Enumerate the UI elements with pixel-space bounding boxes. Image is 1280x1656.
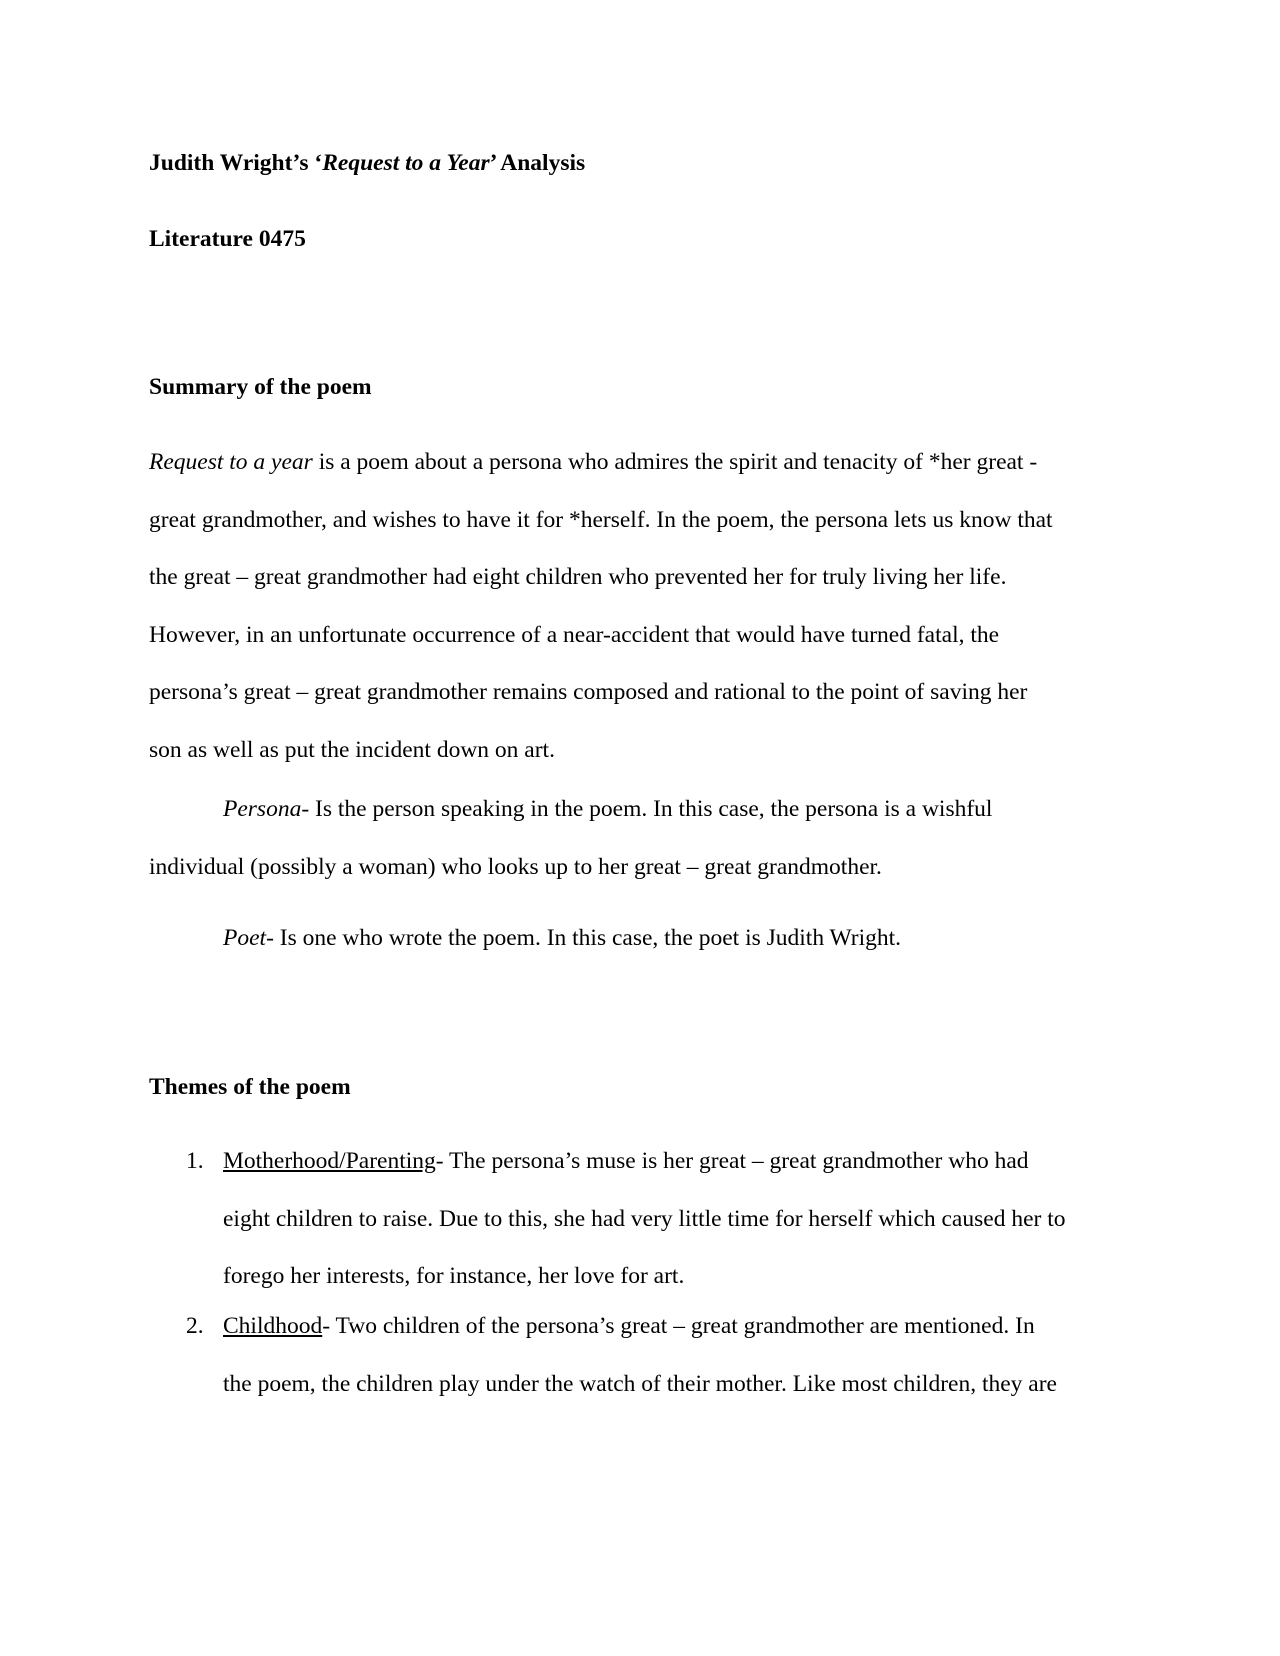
paragraph-line [223, 1133, 1139, 1191]
document-title [149, 135, 1139, 193]
paragraph-line: son as well as put the incident down on art. [149, 736, 555, 763]
paragraph-line: forego her interests, for instance, her love for art. [223, 1263, 685, 1289]
paragraph-line: the great – great grandmother had eight children who prevented her for truly living her life. [149, 564, 1007, 590]
list-item-body [223, 1133, 1139, 1306]
theme-term: Motherhood/Parenting [223, 1148, 436, 1174]
theme-list-item [149, 1298, 1139, 1413]
paragraph-line: great grandmother, and wishes to have it for *herself. In the poem, the persona lets us know that [149, 506, 1053, 533]
poet-definition [149, 910, 1139, 968]
paragraph-line-text: - Two children of the persona’s great – great grandmother are mentioned. In [322, 1313, 1035, 1339]
theme-term: Childhood [223, 1313, 323, 1339]
persona-definition [149, 781, 1139, 896]
paragraph-line [149, 434, 1139, 492]
poet-term: Poet [223, 925, 267, 951]
paragraph-line [223, 1298, 1139, 1356]
paragraph-line-text: - The persona’s muse is her great – great grandmother who had [435, 1148, 1029, 1174]
summary-paragraph [149, 434, 1139, 779]
title-poem-name: Request to a Year [322, 150, 490, 176]
paragraph-line: However, in an unfortunate occurrence of a near-accident that would have turned fatal, the [149, 621, 1000, 648]
list-number: 1. [186, 1148, 204, 1174]
paragraph-line [149, 910, 1139, 968]
poem-title-inline: Request to a year [149, 449, 313, 475]
paragraph-line [149, 781, 1139, 839]
title-text-end: ’ Analysis [489, 150, 586, 176]
summary-heading: Summary of the poem [149, 374, 372, 400]
paragraph-line: individual (possibly a woman) who looks up to her great – great grandmother. [149, 853, 882, 880]
theme-list-item [149, 1133, 1139, 1306]
paragraph-line-text: is a poem about a persona who admires the spirit and tenacity of *her great - [312, 449, 1038, 475]
paragraph-line: eight children to raise. Due to this, she had very little time for herself which caused her to [223, 1205, 1066, 1232]
themes-heading: Themes of the poem [149, 1074, 351, 1100]
list-item-body [223, 1298, 1139, 1413]
paragraph-line-text: - Is one who wrote the poem. In this case, the poet is Judith Wright. [266, 925, 902, 951]
persona-term: Persona [223, 796, 302, 822]
paragraph-line: the poem, the children play under the watch of their mother. Like most children, they are [223, 1370, 1057, 1397]
paragraph-line-text: - Is the person speaking in the poem. In this case, the persona is a wishful [301, 796, 993, 822]
list-number: 2. [186, 1313, 204, 1339]
course-label: Literature 0475 [149, 226, 306, 252]
paragraph-line: persona’s great – great grandmother remains composed and rational to the point of saving her [149, 679, 1028, 705]
title-text-start: Judith Wright’s ‘ [149, 150, 323, 176]
